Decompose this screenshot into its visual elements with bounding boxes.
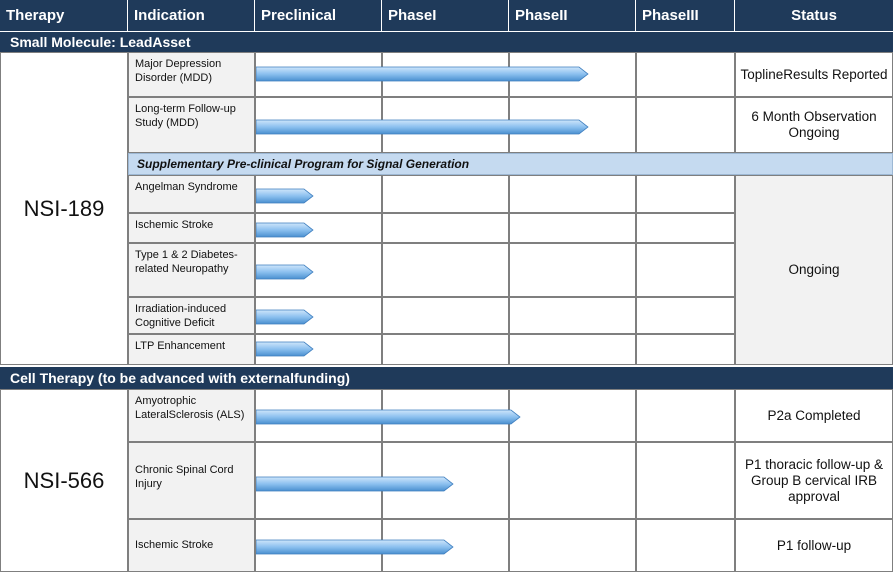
grid-cell xyxy=(382,213,509,243)
grid-cell xyxy=(382,243,509,297)
grid-cell xyxy=(636,213,735,243)
section-small-molecule: Small Molecule: LeadAsset xyxy=(0,32,893,52)
grid-cell xyxy=(382,297,509,334)
grid-cell xyxy=(509,334,636,365)
header-preclinical: Preclinical xyxy=(255,0,382,31)
status-mdd: ToplineResults Reported xyxy=(735,52,893,97)
grid-cell xyxy=(509,442,636,519)
indication-als: Amyotrophic LateralSclerosis (ALS) xyxy=(128,389,255,442)
header-status: Status xyxy=(735,0,893,31)
indication-ltp: LTP Enhancement xyxy=(128,334,255,365)
progress-arrow xyxy=(256,262,314,282)
grid-cell xyxy=(636,297,735,334)
progress-arrow xyxy=(256,64,589,84)
grid-cell xyxy=(382,334,509,365)
indication-spinal-cord: Chronic Spinal Cord Injury xyxy=(128,442,255,519)
grid-cell xyxy=(636,175,735,213)
progress-arrow xyxy=(256,117,589,137)
grid-cell xyxy=(509,175,636,213)
grid-cell xyxy=(636,334,735,365)
header-therapy: Therapy xyxy=(0,0,128,31)
section-cell-therapy: Cell Therapy (to be advanced with externalfunding) xyxy=(0,367,893,389)
grid-cell xyxy=(636,243,735,297)
grid-cell xyxy=(509,519,636,572)
indication-diabetes-neuropathy: Type 1 & 2 Diabetes-related Neuropathy xyxy=(128,243,255,297)
header-indication: Indication xyxy=(128,0,255,31)
indication-long-term: Long-term Follow-up Study (MDD) xyxy=(128,97,255,153)
grid-cell xyxy=(509,389,636,442)
grid-cell xyxy=(636,52,735,97)
header-phase2: PhaseII xyxy=(509,0,636,31)
indication-irradiation: Irradiation-induced Cognitive Deficit xyxy=(128,297,255,334)
grid-cell xyxy=(382,175,509,213)
indication-angelman: Angelman Syndrome xyxy=(128,175,255,213)
indication-ischemic-stroke-566: Ischemic Stroke xyxy=(128,519,255,572)
status-long-term: 6 Month Observation Ongoing xyxy=(735,97,893,153)
therapy-nsi189: NSI-189 xyxy=(0,52,128,365)
status-ongoing: Ongoing xyxy=(735,175,893,365)
progress-arrow xyxy=(256,474,454,494)
progress-arrow xyxy=(256,307,314,327)
progress-arrow xyxy=(256,407,521,427)
grid-cell xyxy=(636,519,735,572)
indication-ischemic-stroke-189: Ischemic Stroke xyxy=(128,213,255,243)
grid-cell xyxy=(509,213,636,243)
header-phase3: PhaseIII xyxy=(636,0,735,31)
status-ischemic-stroke-566: P1 follow-up xyxy=(735,519,893,572)
progress-arrow xyxy=(256,186,314,206)
grid-cell xyxy=(509,297,636,334)
grid-cell xyxy=(636,97,735,153)
progress-arrow xyxy=(256,339,314,359)
status-spinal-cord: P1 thoracic follow-up & Group B cervical IRB approval xyxy=(735,442,893,519)
status-als: P2a Completed xyxy=(735,389,893,442)
grid-cell xyxy=(636,389,735,442)
therapy-nsi566: NSI-566 xyxy=(0,389,128,572)
grid-cell xyxy=(636,442,735,519)
header-phase1: PhaseI xyxy=(382,0,509,31)
grid-cell xyxy=(509,243,636,297)
progress-arrow xyxy=(256,537,454,557)
progress-arrow xyxy=(256,220,314,240)
section-supplementary: Supplementary Pre-clinical Program for Signal Generation xyxy=(128,153,893,175)
indication-mdd: Major Depression Disorder (MDD) xyxy=(128,52,255,97)
